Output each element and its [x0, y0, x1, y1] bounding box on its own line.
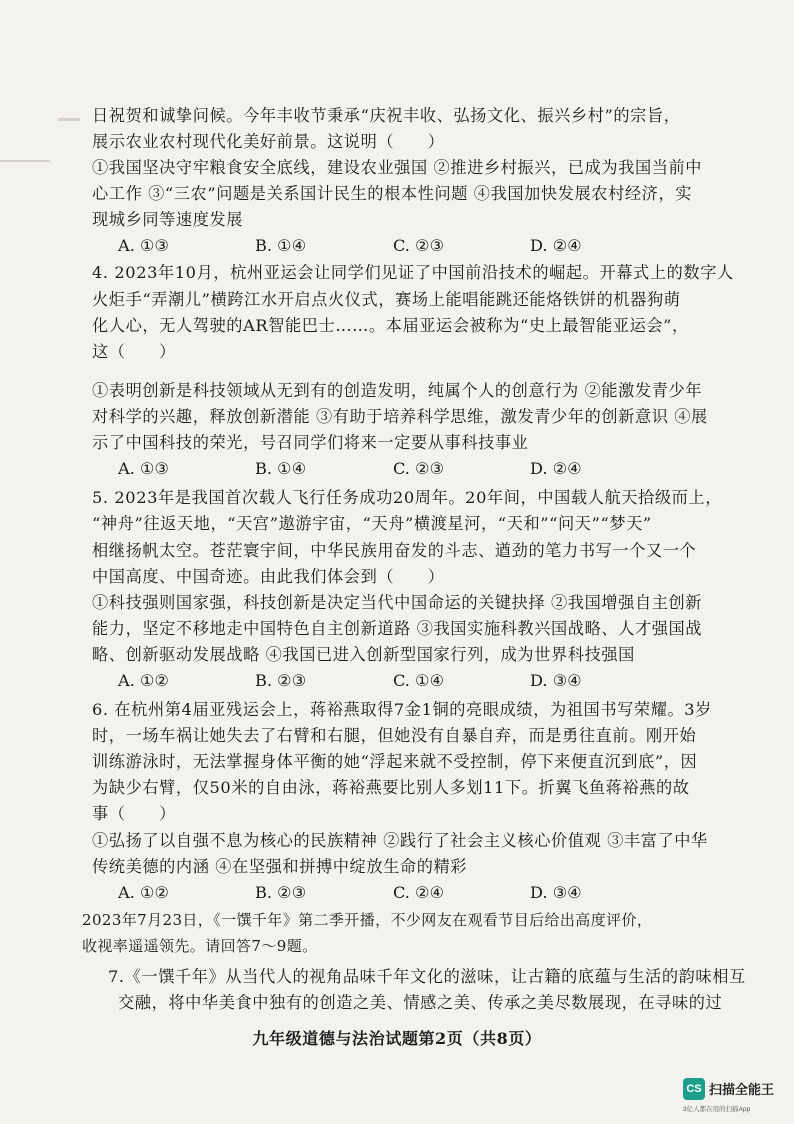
q3-line-5: 现城乡同等速度发展: [92, 210, 244, 229]
q6-line-2: 时，一场车祸让她失去了右臂和右腿，但她没有自暴自弃，而是勇往直前。刚开始: [92, 726, 697, 745]
q4-line-5: ①表明创新是科技领域从无到有的创造发明，纯属个人的创意行为 ②能激发青少年: [92, 381, 703, 400]
scanner-watermark: [683, 1078, 793, 1118]
scan-mark: [0, 160, 50, 162]
q5-option-d: D. ③④: [530, 671, 582, 690]
q6-line-1: 6. 在杭州第4届亚残运会上，蒋裕燕取得7金1铜的亮眼成绩，为祖国书写荣耀。3岁: [92, 700, 712, 719]
q3-option-d: D. ②④: [530, 236, 582, 255]
scanner-app-name: 扫描全能王: [709, 1082, 775, 1097]
q3-line-2: 展示农业农村现代化美好前景。这说明（ ）: [92, 132, 445, 151]
q5-line-1: 5. 2023年是我国首次载人飞行任务成功20周年。20年间，中国载人航天拾级而上，: [92, 488, 722, 507]
q6-option-c: C. ②④: [393, 883, 445, 902]
passage-line-1: 2023年7月23日，《一馔千年》第二季开播，不少网友在观看节目后给出高度评价，: [82, 911, 653, 929]
q6-option-b: B. ②③: [255, 883, 307, 902]
q6-line-7: 传统美德的内涵 ④在坚强和拼搏中绽放生命的精彩: [92, 857, 468, 876]
q4-option-a: A. ①③: [118, 459, 170, 478]
q6-option-a: A. ①②: [118, 883, 170, 902]
q3-option-a: A. ①③: [118, 236, 170, 255]
q5-line-7: 略、创新驱动发展战略 ④我国已进入创新型国家行列，成为世界科技强国: [92, 645, 635, 664]
q3-option-b: B. ①④: [255, 236, 307, 255]
q6-line-3: 训练游泳时，无法掌握身体平衡的她“浮起来就不受控制，停下来便直沉到底”，因: [92, 752, 698, 771]
q5-option-c: C. ①④: [393, 671, 445, 690]
q5-line-2: “神舟”往返天地，“天宫”遨游宇宙，“天舟”横渡星河，“天和”“问天”“梦天”: [92, 514, 652, 533]
q4-option-b: B. ①④: [255, 459, 307, 478]
q4-line-1: 4. 2023年10月，杭州亚运会让同学们见证了中国前沿技术的崛起。开幕式上的数字人: [92, 263, 734, 282]
q4-option-c: C. ②③: [393, 459, 445, 478]
q4-line-6: 对科学的兴趣，释放创新潜能 ③有助于培养科学思维，激发青少年的创新意识 ④展: [92, 407, 708, 426]
scanner-slogan: 3亿人都在用的扫描App: [683, 1106, 751, 1113]
q5-line-5: ①科技强则国家强，科技创新是决定当代中国命运的关键抉择 ②我国增强自主创新: [92, 593, 703, 612]
q7-line-2: 交融，将中华美食中独有的创造之美、情感之美、传承之美尽数展现，在寻味的过: [118, 993, 723, 1012]
q6-line-4: 为缺少右臂，仅50米的自由泳，蒋裕燕要比别人多划11下。折翼飞鱼蒋裕燕的故: [92, 778, 690, 797]
q4-line-4: 这（ ）: [92, 342, 176, 361]
q4-line-3: 化人心，无人驾驶的AR智能巴士……。本届亚运会被称为“史上最智能亚运会”，: [92, 316, 689, 335]
q3-line-1: 日祝贺和诚挚问候。今年丰收节秉承“庆祝丰收、弘扬文化、振兴乡村”的宗旨，: [92, 106, 681, 125]
q7-line-1: 7.《一馔千年》从当代人的视角品味千年文化的滋味，让古籍的底蕴与生活的韵味相互: [108, 967, 746, 986]
page-footer: 九年级道德与法治试题第2页（共8页）: [252, 1029, 542, 1048]
q4-line-7: 示了中国科技的荣光，号召同学们将来一定要从事科技事业: [92, 433, 529, 452]
q5-line-6: 能力，坚定不移地走中国特色自主创新道路 ③我国实施科教兴国战略、人才强国战: [92, 619, 703, 638]
passage-line-2: 收视率遥遥领先。请回答7～9题。: [82, 937, 318, 955]
q3-option-c: C. ②③: [393, 236, 445, 255]
q4-line-2: 火炬手“弄潮儿”横跨江水开启点火仪式，赛场上能唱能跳还能烙铁饼的机器狗萌: [92, 290, 681, 309]
q6-line-6: ①弘扬了以自强不息为核心的民族精神 ②践行了社会主义核心价值观 ③丰富了中华: [92, 831, 708, 850]
q5-option-a: A. ①②: [118, 671, 170, 690]
q5-line-3: 相继扬帆太空。苍茫寰宇间，中华民族用奋发的斗志、遒劲的笔力书写一个又一个: [92, 541, 697, 560]
q5-line-4: 中国高度、中国奇迹。由此我们体会到（ ）: [92, 567, 445, 586]
scan-mark: [58, 118, 80, 121]
q3-line-4: 心工作 ③“三农”问题是关系国计民生的根本性问题 ④我国加快发展农村经济，实: [92, 184, 693, 203]
q6-line-5: 事（ ）: [92, 804, 176, 823]
q6-option-d: D. ③④: [530, 883, 582, 902]
camscanner-logo-icon: CS: [683, 1078, 705, 1100]
q5-option-b: B. ②③: [255, 671, 307, 690]
q4-option-d: D. ②④: [530, 459, 582, 478]
q3-line-3: ①我国坚决守牢粮食安全底线，建设农业强国 ②推进乡村振兴，已成为我国当前中: [92, 158, 703, 177]
